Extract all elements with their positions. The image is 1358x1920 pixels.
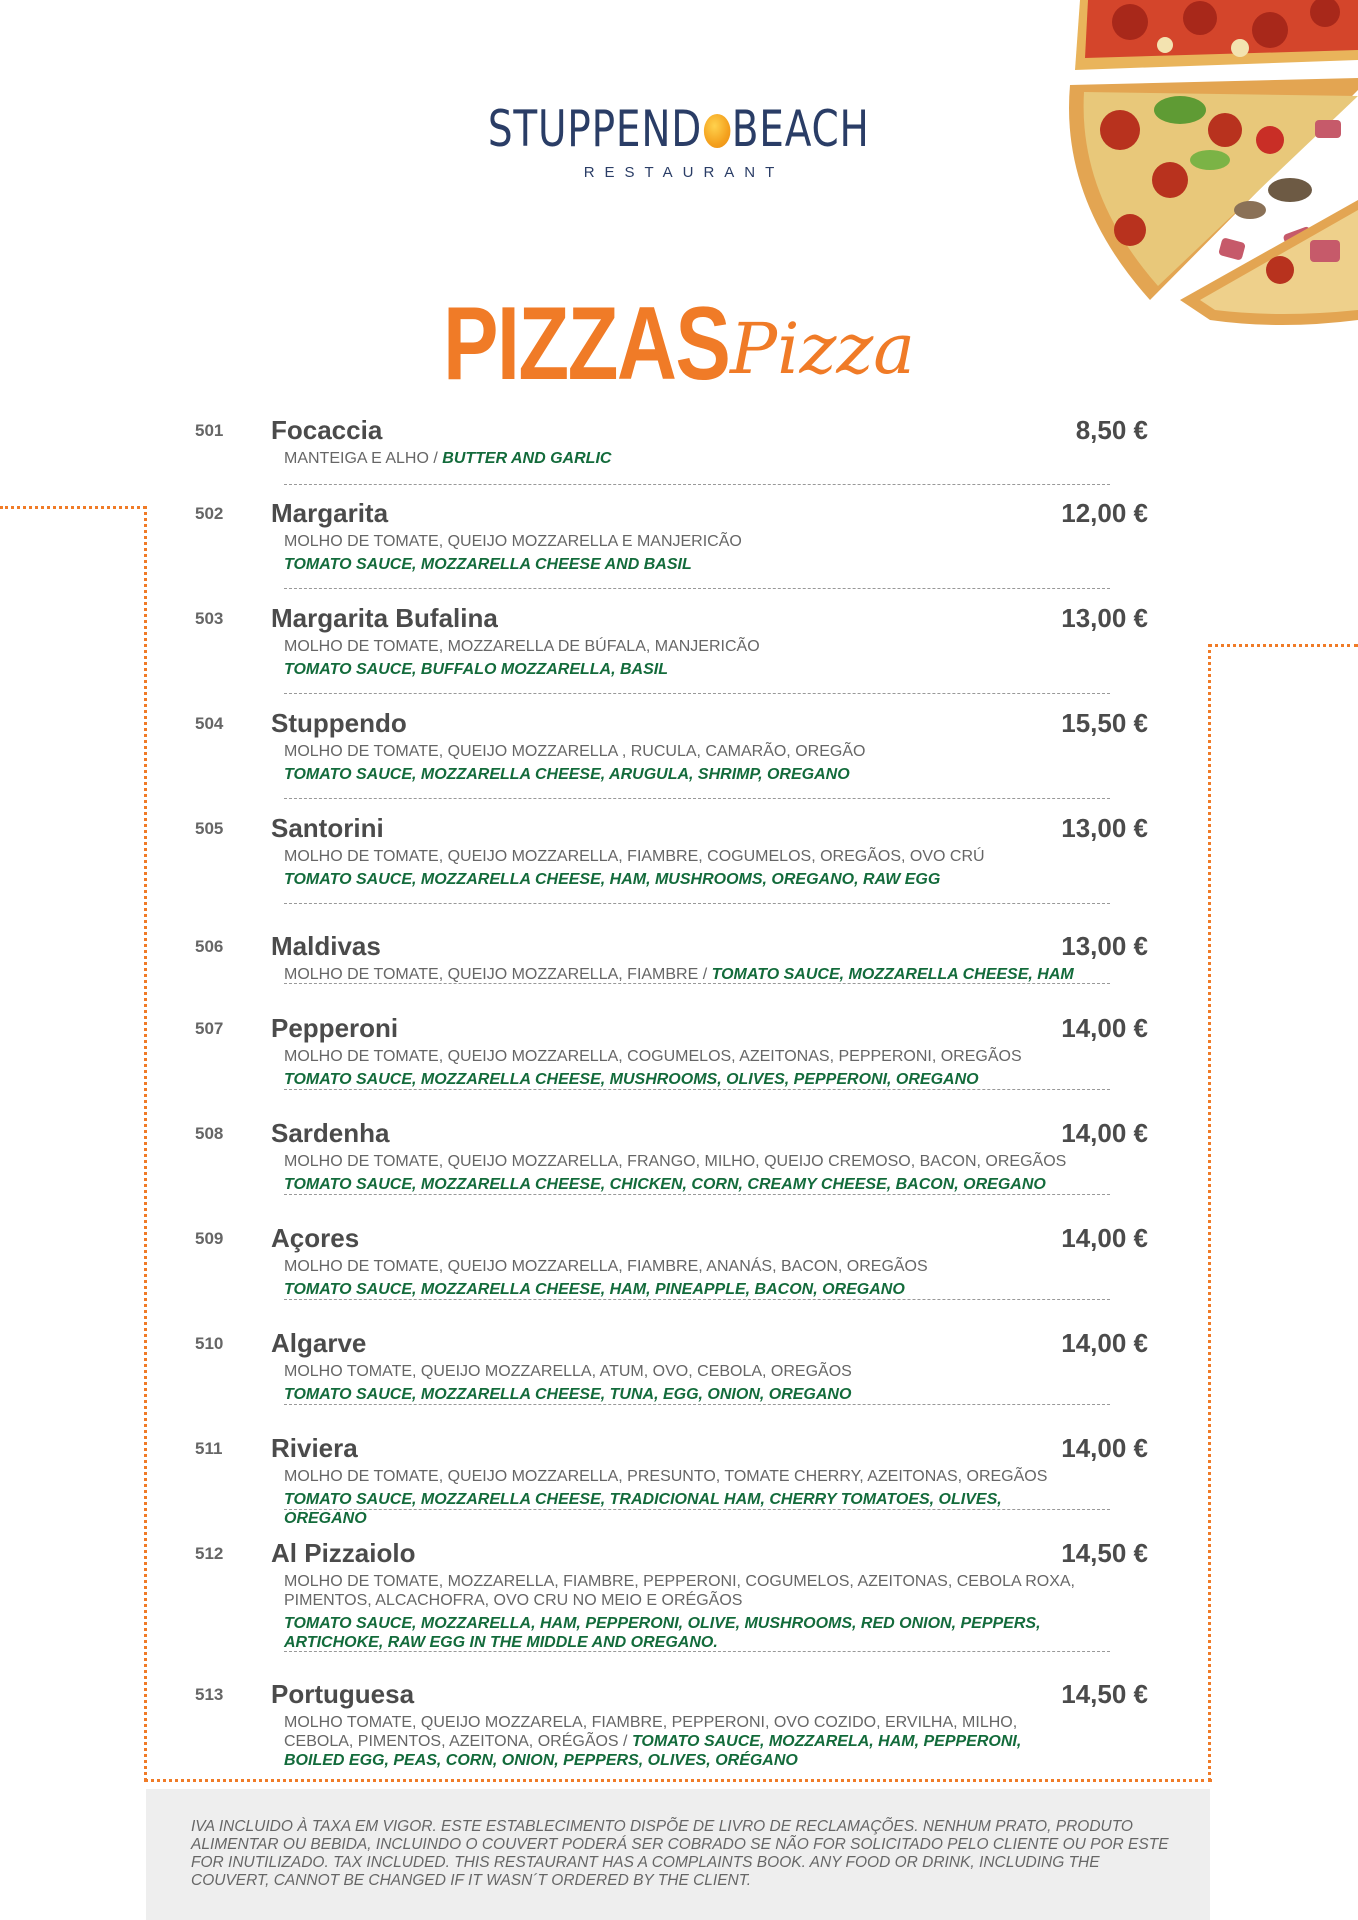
description-portuguese: MOLHO DE TOMATE, QUEIJO MOZZARELLA, FIAMBRE, COGUMELOS, OREGÃOS, OVO CRÚ	[284, 848, 985, 865]
item-separator	[284, 1299, 1110, 1300]
item-number: 512	[195, 1544, 224, 1563]
description-english: TOMATO SAUCE, MOZZARELLA CHEESE, TRADICIONAL HAM, CHERRY TOMATOES, OLIVES, OREGANO	[284, 1491, 1002, 1527]
item-name: Stuppendo	[271, 708, 407, 738]
item-name: Açores	[271, 1223, 360, 1253]
item-separator	[284, 693, 1110, 694]
description-english: TOMATO SAUCE, MOZZARELLA CHEESE, HAM, PINEAPPLE, BACON, OREGANO	[284, 1281, 905, 1298]
restaurant-logo	[0, 100, 1358, 181]
item-price: 8,50 €	[1075, 415, 1148, 445]
description-english: TOMATO SAUCE, MOZZARELLA, HAM, PEPPERONI, OLIVE, MUSHROOMS, RED ONION, PEPPERS, ARTICHOKE, RAW EGG IN THE MIDDLE AND OREGANO.	[284, 1615, 1041, 1651]
item-separator	[284, 798, 1110, 799]
logo-wordmark	[488, 100, 870, 158]
item-number: 503	[195, 609, 224, 628]
logo-word-right: BEACH	[732, 100, 870, 158]
page-title	[443, 286, 915, 402]
item-name: Riviera	[271, 1433, 358, 1463]
frame-line-right	[1208, 644, 1211, 1781]
description-portuguese: MOLHO DE TOMATE, QUEIJO MOZZARELLA, FIAMBRE /	[284, 966, 712, 983]
description-portuguese: MOLHO DE TOMATE, QUEIJO MOZZARELLA, FRANGO, MILHO, QUEIJO CREMOSO, BACON, OREGÃOS	[284, 1153, 1067, 1170]
description-english: TOMATO SAUCE, MOZZARELLA CHEESE, MUSHROOMS, OLIVES, PEPPERONI, OREGANO	[284, 1071, 979, 1088]
item-description	[284, 449, 1084, 468]
item-name: Pepperoni	[271, 1013, 399, 1043]
item-description	[284, 1152, 1084, 1194]
item-price: 14,50 €	[1061, 1538, 1148, 1568]
frame-line-top-right	[1208, 644, 1358, 647]
item-price: 14,00 €	[1061, 1223, 1148, 1253]
sun-icon	[704, 114, 731, 148]
item-number: 506	[195, 937, 224, 956]
description-english: TOMATO SAUCE, MOZZARELLA CHEESE, ARUGULA, SHRIMP, OREGANO	[284, 766, 850, 783]
item-number: 505	[195, 819, 224, 838]
logo-subtitle: RESTAURANT	[583, 164, 785, 181]
item-separator	[284, 1509, 1110, 1510]
item-number: 501	[195, 421, 224, 440]
description-portuguese: MOLHO DE TOMATE, QUEIJO MOZZARELLA, COGUMELOS, AZEITONAS, PEPPERONI, OREGÃOS	[284, 1048, 1022, 1065]
item-number: 513	[195, 1685, 224, 1704]
description-portuguese: MOLHO DE TOMATE, QUEIJO MOZZARELLA , RUCULA, CAMARÃO, OREGÃO	[284, 743, 866, 760]
description-portuguese: MOLHO DE TOMATE, MOZZARELLA DE BÚFALA, MANJERICÃO	[284, 638, 760, 655]
description-english: TOMATO SAUCE, MOZZARELLA CHEESE, HAM	[711, 966, 1074, 983]
footer-notice	[146, 1789, 1210, 1920]
description-portuguese: MANTEIGA E ALHO /	[284, 450, 443, 467]
item-description	[284, 1713, 1064, 1770]
description-portuguese: MOLHO TOMATE, QUEIJO MOZZARELLA, ATUM, OVO, CEBOLA, OREGÃOS	[284, 1363, 852, 1380]
description-portuguese: MOLHO DE TOMATE, QUEIJO MOZZARELLA, PRESUNTO, TOMATE CHERRY, AZEITONAS, OREGÃOS	[284, 1468, 1048, 1485]
logo-word-left: STUPPEND	[488, 100, 703, 158]
description-portuguese: MOLHO TOMATE, QUEIJO MOZZARELA, FIAMBRE, PEPPERONI, OVO COZIDO, ERVILHA, MILHO, CEBOLA, PIMENTOS, AZEITONA, ORÉGÃOS /	[284, 1714, 1018, 1750]
item-number: 509	[195, 1229, 224, 1248]
item-separator	[284, 1194, 1110, 1195]
description-english: TOMATO SAUCE, BUFFALO MOZZARELLA, BASIL	[284, 661, 668, 678]
item-number: 504	[195, 714, 224, 733]
footer-text: IVA INCLUIDO À TAXA EM VIGOR. ESTE ESTABLECIMENTO DISPÕE DE LIVRO DE RECLAMAÇÕES. NENHUM PRATO, PRODUTO ALIMENTAR OU BEBIDA, INCLUINDO O COUVERT PODERÁ SER COBRADO SE NÃO FOR SOLICITADO PELO CLIENTE OU POR ESTE FOR INUTILIZADO. TAX INCLUDED. THIS RESTAURANT HAS A COMPLAINTS BOOK. ANY FOOD OR DRINK, INCLUDING THE COUVERT, CANNOT BE CHANGED IF IT WASN´T ORDERED BY THE CLIENT.	[191, 1818, 1169, 1889]
item-description	[284, 1047, 1084, 1089]
item-number: 511	[195, 1439, 223, 1458]
item-number: 508	[195, 1124, 224, 1143]
item-name: Margarita Bufalina	[271, 603, 498, 633]
item-price: 14,50 €	[1061, 1679, 1148, 1709]
item-price: 13,00 €	[1061, 813, 1148, 843]
item-separator	[284, 1089, 1110, 1090]
description-english: TOMATO SAUCE, MOZZARELA, HAM, PEPPERONI, BOILED EGG, PEAS, CORN, ONION, PEPPERS, OLIVES, ORÉGANO	[284, 1733, 1022, 1769]
frame-line-left	[144, 506, 147, 1781]
item-number: 502	[195, 504, 224, 523]
description-portuguese: MOLHO DE TOMATE, QUEIJO MOZZARELLA E MANJERICÃO	[284, 533, 742, 550]
item-name: Algarve	[271, 1328, 367, 1358]
description-english: TOMATO SAUCE, MOZZARELLA CHEESE, HAM, MUSHROOMS, OREGANO, RAW EGG	[284, 871, 941, 888]
item-name: Portuguesa	[271, 1679, 415, 1709]
item-name: Margarita	[271, 498, 389, 528]
item-description	[284, 965, 1084, 984]
item-separator	[284, 588, 1110, 589]
description-english: TOMATO SAUCE, MOZZARELLA CHEESE, TUNA, EGG, ONION, OREGANO	[284, 1386, 852, 1403]
frame-line-top-left	[0, 506, 146, 509]
item-separator	[284, 903, 1110, 904]
description-english: TOMATO SAUCE, MOZZARELLA CHEESE, CHICKEN, CORN, CREAMY CHEESE, BACON, OREGANO	[284, 1176, 1046, 1193]
item-price: 14,00 €	[1061, 1433, 1148, 1463]
item-number: 510	[195, 1334, 224, 1353]
item-separator	[284, 1651, 1110, 1652]
item-separator	[284, 1404, 1110, 1405]
item-name: Maldivas	[271, 931, 381, 961]
item-description	[284, 847, 1084, 889]
item-name: Focaccia	[271, 415, 383, 445]
item-description	[284, 637, 1084, 679]
item-description	[284, 1257, 1084, 1299]
description-portuguese: MOLHO DE TOMATE, QUEIJO MOZZARELLA, FIAMBRE, ANANÁS, BACON, OREGÃOS	[284, 1258, 928, 1275]
item-description	[284, 1572, 1084, 1652]
item-price: 14,00 €	[1061, 1013, 1148, 1043]
item-number: 507	[195, 1019, 224, 1038]
description-english: TOMATO SAUCE, MOZZARELLA CHEESE AND BASIL	[284, 556, 692, 573]
item-price: 14,00 €	[1061, 1118, 1148, 1148]
item-price: 13,00 €	[1061, 931, 1148, 961]
item-name: Al Pizzaiolo	[271, 1538, 416, 1568]
item-description	[284, 1467, 1084, 1528]
item-name: Sardenha	[271, 1118, 390, 1148]
item-price: 13,00 €	[1061, 603, 1148, 633]
item-price: 15,50 €	[1061, 708, 1148, 738]
description-portuguese: MOLHO DE TOMATE, MOZZARELLA, FIAMBRE, PEPPERONI, COGUMELOS, AZEITONAS, CEBOLA ROXA, PIMENTOS, ALCACHOFRA, OVO CRU NO MEIO E ORÉGÃOS	[284, 1573, 1075, 1609]
description-english: BUTTER AND GARLIC	[442, 450, 612, 467]
title-english: Pizza	[730, 308, 915, 390]
item-separator	[284, 484, 1110, 485]
item-description	[284, 742, 1084, 784]
item-separator	[284, 983, 1110, 984]
item-price: 14,00 €	[1061, 1328, 1148, 1358]
item-name: Santorini	[271, 813, 384, 843]
item-description	[284, 1362, 1084, 1404]
frame-line-bottom	[144, 1779, 1212, 1782]
title-portuguese: PIZZAS	[443, 286, 730, 402]
item-description	[284, 532, 1084, 574]
item-price: 12,00 €	[1061, 498, 1148, 528]
